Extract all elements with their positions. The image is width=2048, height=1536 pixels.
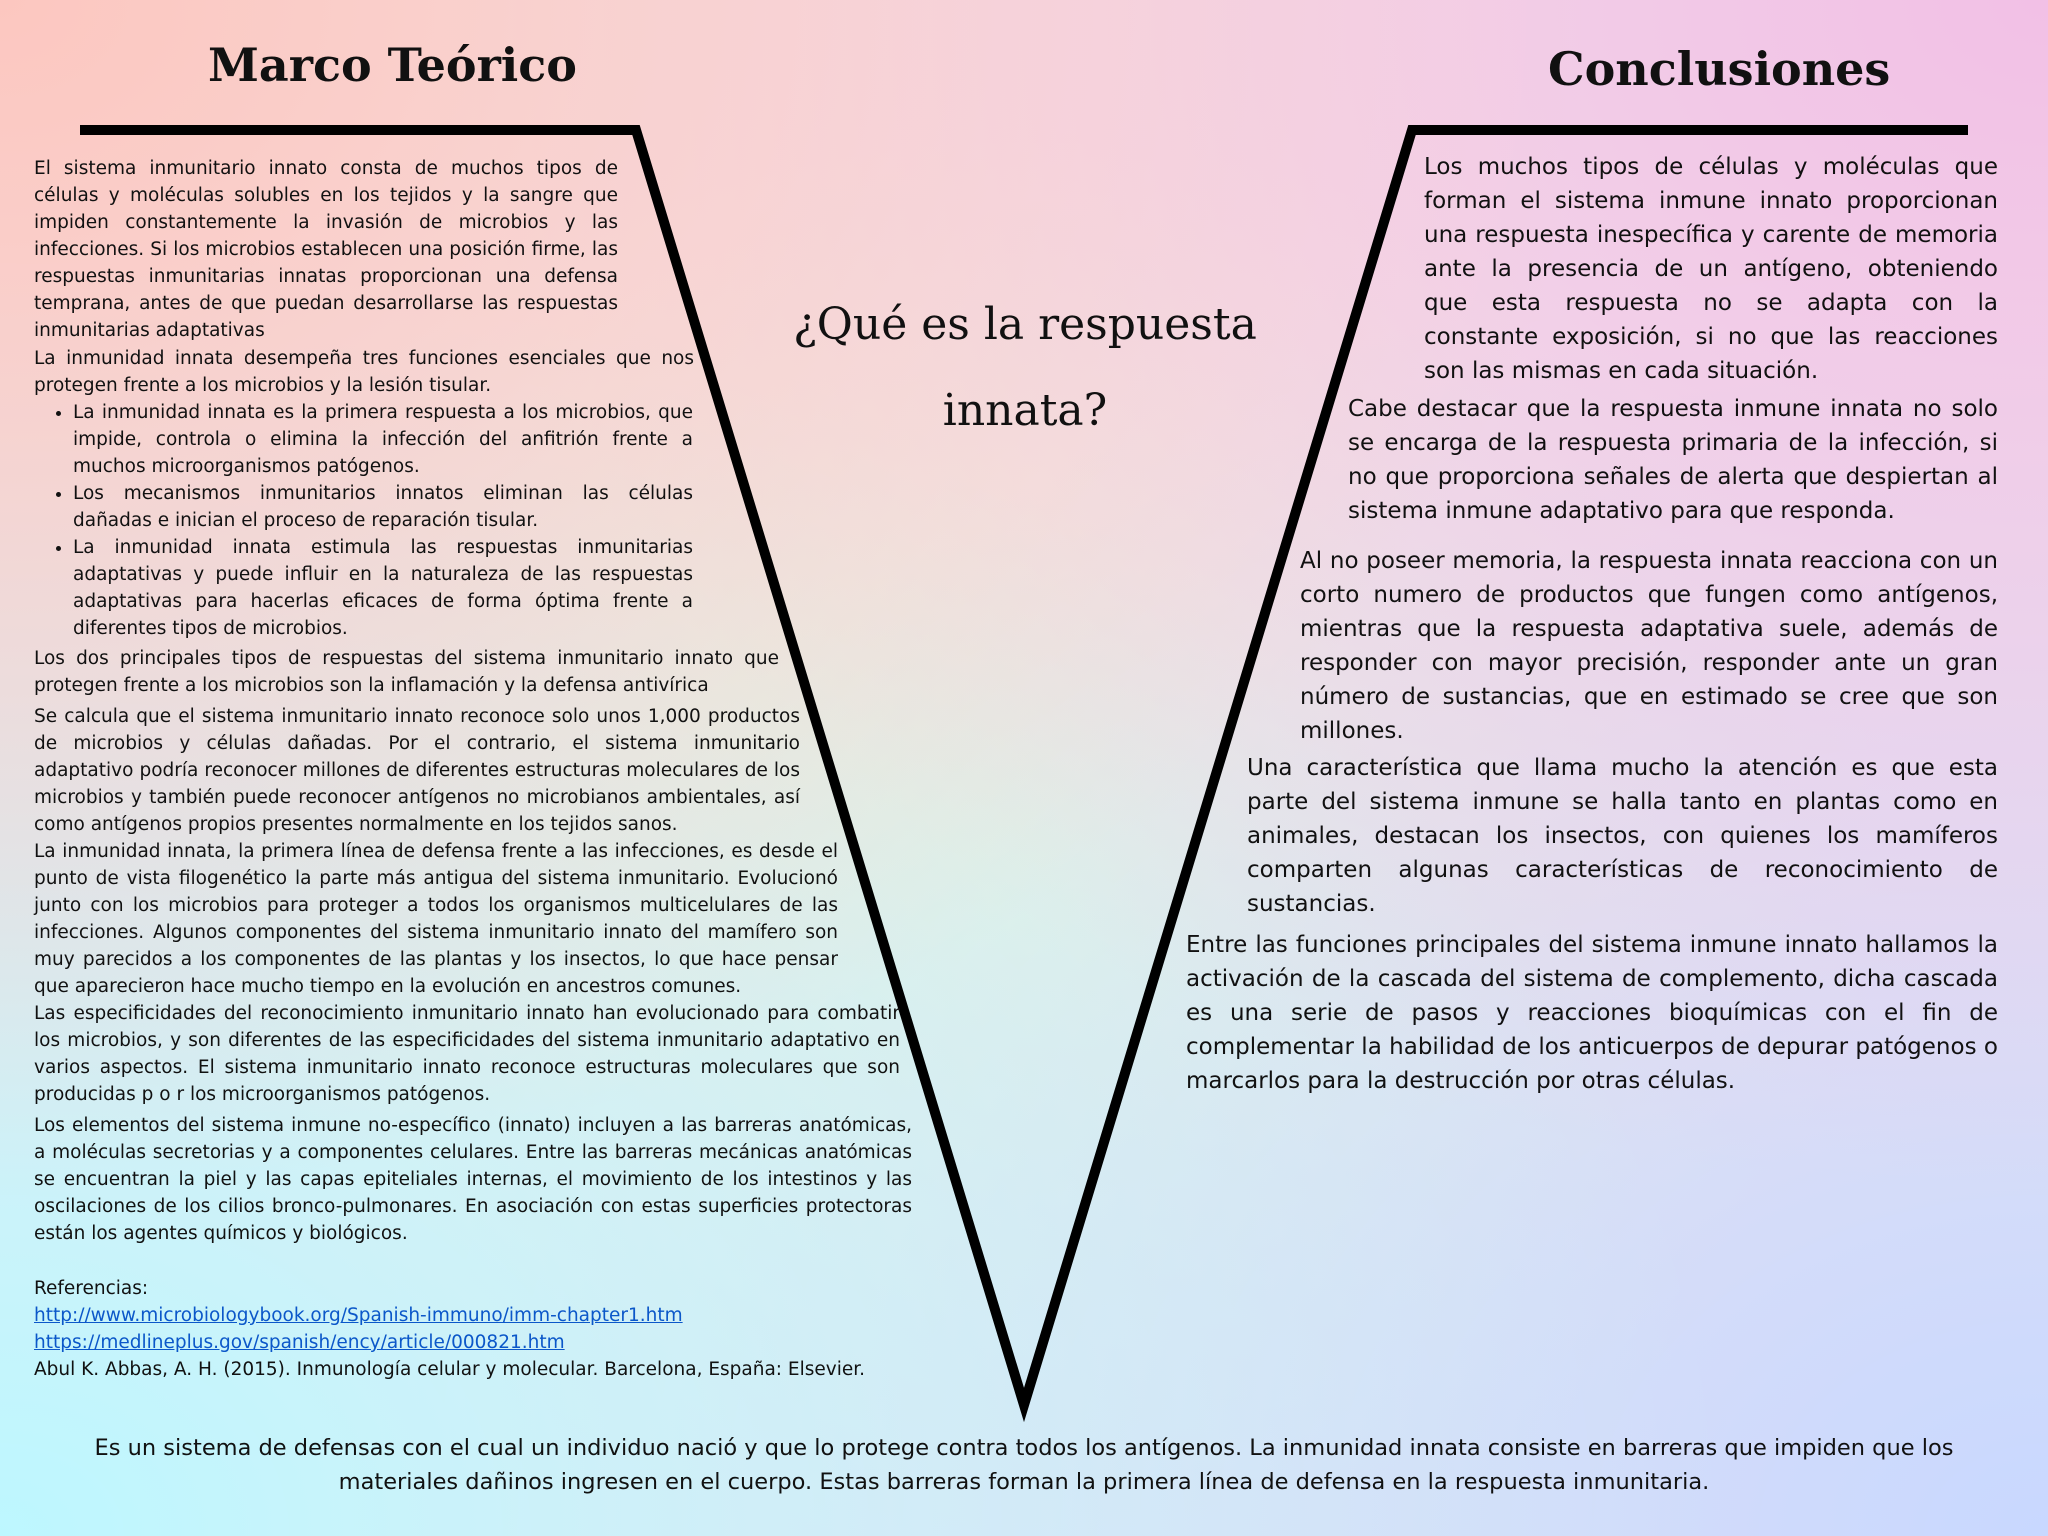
central-question-line1: ¿Qué es la respuesta — [793, 299, 1257, 350]
marco-paragraph-5: La inmunidad innata, la primera línea de defensa frente a las infecciones, es desde el punto de vista filogenético la parte más antigua del sistema inmunitario. Evolucionó junto con los microbios para proteger a todos los organismos multicelulares de las infecciones. Algunos componentes del sistema inmunitario innato del mamífero son muy parecidos a los componentes de las plantas y los insectos, lo que hace pensar que aparecieron hace mucho tiempo en la evolución en ancestros comunes. — [34, 841, 838, 997]
marco-paragraph-7: Los elementos del sistema inmune no-específico (innato) incluyen a las barreras anatómicas, a moléculas secretorias y a componentes celulares. Entre las barreras mecánicas anatómicas se encuentran la piel y las capas epiteliales internas, el movimiento de los intestinos y las oscilaciones de los cilios bronco-pulmonares. En asociación con estas superficies protectoras están los agentes químicos y biológicos. — [34, 1115, 912, 1244]
marco-bullet-list — [34, 399, 693, 642]
marco-paragraph-4: Se calcula que el sistema inmunitario innato reconoce solo unos 1,000 productos de microbios y células dañadas. Por el contrario, el sistema inmunitario adaptativo podría reconocer millones de diferentes estructuras moleculares de los microbios y también puede reconocer antígenos no microbianos ambientales, así como antígenos propios presentes normalmente en los tejidos sanos. — [34, 706, 800, 835]
marco-paragraph-1: El sistema inmunitario innato consta de muchos tipos de células y moléculas solubles en los tejidos y la sangre que impiden constantemente la invasión de microbios y las infecciones. Si los microbios establecen una posición firme, las respuestas inmunitarias innatas proporcionan una defensa temprana, antes de que puedan desarrollarse las respuestas inmunitarias adaptativas — [34, 158, 618, 341]
conclusion-paragraph-1: Los muchos tipos de células y moléculas que forman el sistema inmune innato proporcionan una respuesta inespecífica y carente de memoria ante la presencia de un antígeno, obteniendo que esta respuesta no se adapta con la constante exposición, si no que las reacciones son las mismas en cada situación. — [1424, 154, 1998, 384]
list-item: • La inmunidad innata es la primera respuesta a los microbios, que impide, controla o elimina la infección del anfitrión frente a muchos microorganismos patógenos. — [73, 399, 693, 480]
conclusion-paragraph-4: Una característica que llama mucho la atención es que esta parte del sistema inmune se halla tanto en plantas como en animales, destacan los insectos, con quienes los mamíferos comparten algunas características de reconocimiento de sustancias. — [1247, 755, 1998, 917]
marco-paragraph-3: Los dos principales tipos de respuestas del sistema inmunitario innato que protegen frente a los microbios son la inflamación y la defensa antivírica — [34, 648, 779, 696]
marco-paragraph-2: La inmunidad innata desempeña tres funciones esenciales que nos protegen frente a los microbios y la lesión tisular. — [34, 348, 694, 396]
central-question — [790, 282, 1260, 454]
references — [34, 1275, 934, 1383]
marco-teorico-title: Marco Teórico — [208, 38, 577, 92]
conclusiones-title: Conclusiones — [1548, 42, 1891, 96]
reference-link-microbiologybook[interactable]: http://www.microbiologybook.org/Spanish-immuno/imm-chapter1.htm — [34, 1305, 683, 1326]
bottom-answer: Es un sistema de defensas con el cual un individuo nació y que lo protege contra todos los antígenos. La inmunidad innata consiste en barreras que impiden que los materiales dañinos ingresen en el cuerpo. Estas barreras forman la primera línea de defensa en la respuesta inmunitaria. — [94, 1435, 1954, 1495]
conclusion-paragraph-5: Entre las funciones principales del sistema inmune innato hallamos la activación de la cascada del sistema de complemento, dicha cascada es una serie de pasos y reacciones bioquímicas con el fin de complementar la habilidad de los anticuerpos de depurar patógenos o marcarlos para la destrucción por otras células. — [1186, 932, 1998, 1094]
list-item: • Los mecanismos inmunitarios innatos eliminan las células dañadas e inician el proceso de reparación tisular. — [73, 480, 693, 534]
list-item: • La inmunidad innata estimula las respuestas inmunitarias adaptativas y puede influir en la naturaleza de las respuestas adaptativas para hacerlas eficaces de forma óptima frente a diferentes tipos de microbios. — [73, 534, 693, 642]
references-label: Referencias: — [34, 1278, 149, 1299]
central-question-line2: innata? — [942, 385, 1108, 436]
reference-link-medlineplus[interactable]: https://medlineplus.gov/spanish/ency/article/000821.htm — [34, 1332, 565, 1353]
conclusion-paragraph-3: Al no poseer memoria, la respuesta innata reacciona con un corto numero de productos que fungen como antígenos, mientras que la respuesta adaptativa suele, además de responder con mayor precisión, responder ante un gran número de sustancias, que en estimado se cree que son millones. — [1300, 548, 1998, 744]
reference-citation: Abul K. Abbas, A. H. (2015). Inmunología celular y molecular. Barcelona, España: Elsevier. — [34, 1359, 866, 1380]
conclusion-paragraph-2: Cabe destacar que la respuesta inmune innata no solo se encarga de la respuesta primaria de la infección, si no que proporciona señales de alerta que despiertan al sistema inmune adaptativo para que responda. — [1348, 396, 1998, 524]
marco-paragraph-6: Las especificidades del reconocimiento inmunitario innato han evolucionado para combatir los microbios, y son diferentes de las especificidades del sistema inmunitario adaptativo en varios aspectos. El sistema inmunitario innato reconoce estructuras moleculares que son producidas p o r los microorganismos patógenos. — [34, 1003, 900, 1105]
